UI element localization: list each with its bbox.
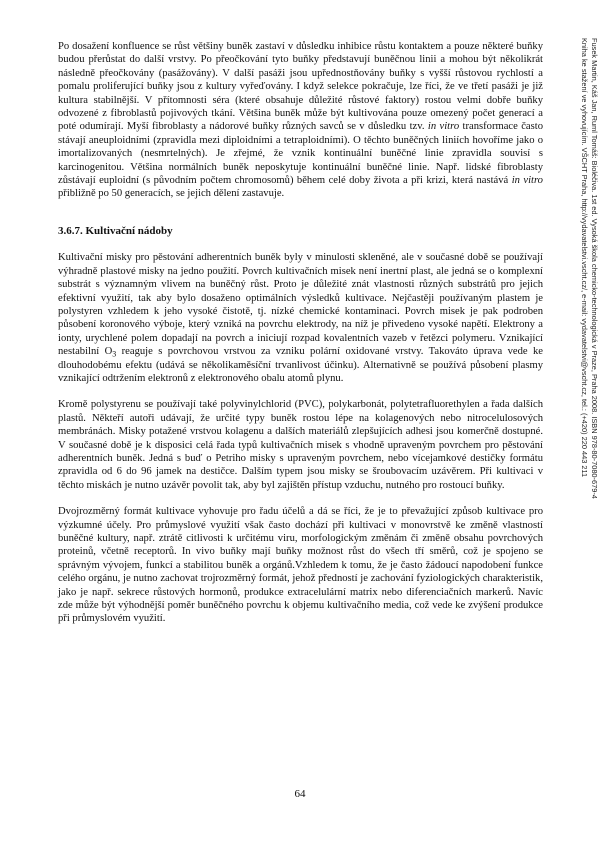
copyright-sidebar — [569, 38, 599, 598]
paragraph-3: Kromě polystyrenu se používají také polyvinylchlorid (PVC), polykarbonát, polytetrafluorethylen a řada dalších plastů. Někteří autoři udávají, že určité typy buněk rostou lépe na kolagenových nebo nitrocelulosových membránách. Misky potažené vrstvou kolagenu a dalších materiálů zlepšujících adhesi jsou komerčně dostupné. V současné době je k disposici celá řada typů kultivačních misek s vhodně upraveným povrchem pro pěstování adherentních buněk. Jedná s buď o Petriho misky s upraveným povrchem, nebo vícejamkové destičky formátu zpravidla od 6 do 96 jamek na destičce. Dalším typem jsou misky se šroubovacím uzávěrem. Při kultivaci v těchto miskách je nutno uzávěr povolit tak, aby byl zajištěn přístup vzduchu, nutného pro rostoucí buňky. — [58, 399, 543, 491]
copyright-text — [579, 38, 599, 598]
main-content — [58, 40, 543, 626]
paragraph-2: Kultivační misky pro pěstování adherentních buněk byly v minulosti skleněné, ale v současné době se používají výhradně plastové misky na jedno použití. Povrch kultivačních misek není inertní plast, ale jedná se o komplexní substrát s významným vlivem na buněčný růst. Proto je důležité znát vlastnosti různých substrátů pro jejich efektivní využití, tak aby bylo dosaženo optimálních výsledků kultivace. Nejčastěji používaným plastem je polystyren vzhledem k jeho vysoké čistotě, tj. nízké chemické kontaminaci. Povrch misek je pak podroben působení koronového výboje, který vzniká na povrchu elektrody, na níž je přivedeno vysoké napětí. Elektrony a ionty, urychlené polem dopadají na povrch a iniciují rozpad kovalentních vazeb v řetězci polymeru. Vznikající nestabilní $O_3$ reaguje s povrchovou vrstvou za vzniku polární oxidované vrstvy. Takováto úprava vede ke dlouhodobému efektu (udává se několikaměsíční trvanlivost účinku). Alternativně se používá působení plasmy vznikající odtržením elektronů z elektronového obalu atomů plynu. — [58, 252, 543, 384]
page-number: 64 — [294, 788, 306, 800]
copyright-line-2: Kniha ke stažení ve vyhovujícím. VŠCHT Praha, http://vydavatelstvi.vscht.cz/, e-mail: vydavatelstvi@vscht.cz, tel.: (+420) 220 443 211 — [580, 38, 589, 478]
paragraph-4: Dvojrozměrný formát kultivace vyhovuje pro řadu účelů a dá se říci, že je to převažující způsob kultivace pro výzkumné účely. Pro průmyslové využití však často dochází při kultivaci v monovrstvě ke změně vlastností buněčné kultury, např. ztrátě citlivosti k určitému viru, morfologickým změnám či změně obsahu povrchových proteinů, včetně receptorů. In vivo buňky mají buňky možnost růst do všech tří směrů, což je spojeno se správným vývojem, funkcí a stabilitou buněk a orgánů.Vzhledem k tomu, že je často žádoucí napodobení funkce celého orgánu, je nutno zachovat trojrozměrný formát, jehož předností je zachování fyziologických charakteristik, jako je např. sekrece růstových hormonů, produkce extracelulární matrix nebo diferenciačních markerů. Navíc zde může být výhodnější poměr buněčného povrchu k objemu kultivačního media, což vede ke zvýšení produkce při průmyslovém využití. — [58, 506, 543, 625]
copyright-line-1: Fusek Martin, Káš Jan, Ruml Tomáš: Bioléčiva. 1st ed. Vysoká škola chemicko-technologická v Praze, Praha 2008. ISBN 978-80-7080-679-4 — [590, 38, 599, 499]
section-heading: 3.6.7. Kultivační nádoby — [58, 224, 173, 237]
paragraph-1: Po dosažení konfluence se růst většiny buněk zastaví v důsledku inhibice růstu kontaktem a pouze některé buňky budou přerůstat do další vrstvy. Po přeočkování tyto buňky představují buněčnou linii a mohou být několikrát následně přeočkovány (pasážovány). V další pasáži jsou upřednostňovány buňky s vyšší růstovou rychlostí a pomalu proliferující buňky jsou z kultury vyřeďovány. I když selekce pokračuje, lze říci, že ve třetí pasáži je již kultura stabilnější. V přítomnosti séra (které obsahuje důležité růstové faktory) rostou velmi dobře buňky odvozené z fibroblastů pojivových tkání. Většina buněk může být kultivována pouze omezený počet generací a poté odumírají. Myší fibroblasty a nádorové buňky různých savců se v důsledku tzv. in vitro transformace často stávají aneuploidními (zpravidla mezi diploidními a tetraploidními). O těchto buněčných liniích hovoříme jako o imortalizovaných (nesmrtelných). Je zřejmé, že vznik kontinuální buněčné linie zpravidla souvisí s karcinogenitou. Většina normálních buněk neposkytuje kontinuální buněčné linie. Např. lidské fibroblasty zůstávají euploidní (s původním počtem chromosomů) během celé doby života a při krizi, která nastává in vitro přibližně po 50 generacích, se jejich dělení zastavuje. — [58, 41, 543, 200]
